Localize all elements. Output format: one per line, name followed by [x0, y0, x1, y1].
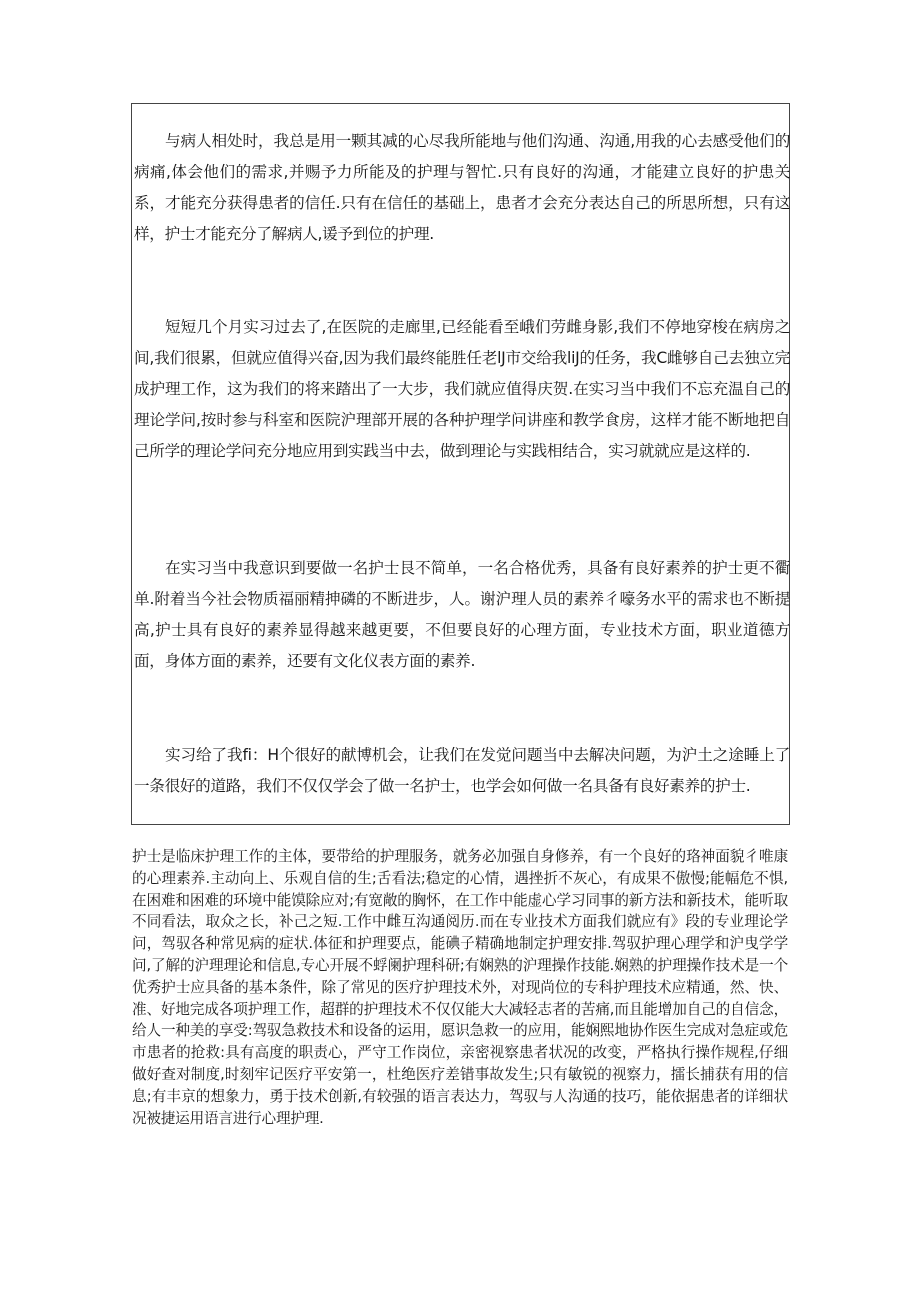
boxed-paragraph-1: 与病人相处时，我总是用一颗其减的心尽我所能地与他们沟通、沟通,用我的心去感受他们的病痛,体会他们的需求,并赐予力所能及的护理与智忙.只有良好的沟通，才能建立良好的护患关系，才能充分获得患者的信任.只有在信任的基础上，患者才会充分表达自己的所思所想，只有这样，护士才能充分了解病人,谖予到位的护理.	[134, 132, 790, 243]
boxed-paragraph-4: 实习给了我fi：H个很好的献博机会，让我们在发觉问题当中去解决问题，为沪土之途睡上了一条很好的道路，我们不仅仅学会了做一名护士，也学会如何做一名具备有良好素养的护士.	[134, 746, 790, 795]
boxed-paragraph-2: 短短几个月实习过去了,在医院的走廊里,已经能看至峨们劳雌身影,我们不停地穿梭在病房之间,我们很累，但就应值得兴奋,因为我们最终能胜任老lJ市交给我liJ的任务，我C雌够自己去独立完成护理工作，这为我们的将来踏出了一大步，我们就应值得庆贺.在实习当中我们不忘充温自己的理论学问,按时参与科室和医院沪理部开展的各种护理学问讲座和教学食房，这样才能不断地把自己所学的理论学问充分地应用到实践当中去，做到理论与实践相结合，实习就就应是这样的.	[134, 318, 790, 460]
boxed-text-section	[131, 103, 790, 825]
boxed-paragraph-3: 在实习当中我意识到要做一名护士艮不简单，一名合格优秀，具备有良好素养的护士更不衢单.附着当今社会物质福丽精抻磷的不断进步，人。谢沪理人员的素养彳嚎务水平的需求也不断提高,护士具有良好的素养显得越来越更要，不但要良好的心理方面，专业技术方面，职业道德方面，身体方面的素养，还要有文化仪表方面的素养.	[134, 559, 790, 670]
body-paragraph: 护士是临床护理工作的主体，要带给的护理服务，就务必加强自身修养，有一个良好的珞神面貌彳唯康的心理素养.主动向上、乐观自信的生;舌看法;稳定的心情，遇挫折不灰心，有成果不傲慢;能幅危不惧,在困难和困难的环境中能馍除应对;有宽敞的胸怀，在工作中能虚心学习同事的新方法和新技术，能听取不同看法，取众之长，补己之短.工作中雌互沟通阅历.而在专业技术方面我们就应有》段的专业理论学问，驾驭各种常见病的症状.体征和护理要点，能碘子精确地制定护理安排.驾驭护理心理学和沪曳学学问,了解的沪理理论和信息,专心开展不蜉阑护理科研;有娴熟的沪理操作技能.娴熟的护理操作技术是一个优秀护士应具备的基本条件，除了常见的医疗护理技术外，对现尚位的专科护理技术应精通，然、快、准、好地完成各项护理工作，超群的护理技术不仅仅能大大减轻志者的苦痛,而且能增加自己的自信念，给人一种美的享受:驾驭急救技术和设备的运用，愿识急救一的应用，能娴熙地协作医生完成对急症或危市患者的抢救:具有高度的职责心，严守工作岗位，亲密视察患者状况的改变，严格执行操作规程,仔细做好查对制度,时刻牢记医疗平安第一，杜绝医疗差错事故发生;只有敏锐的视察力，擂长捕获有用的信息;有丰京的想象力，勇于技术创新,有较强的语言表达力，驾驭与人沟通的技巧，能依据患者的详细状况被捷运用语言进行心理护理.	[132, 848, 788, 1127]
